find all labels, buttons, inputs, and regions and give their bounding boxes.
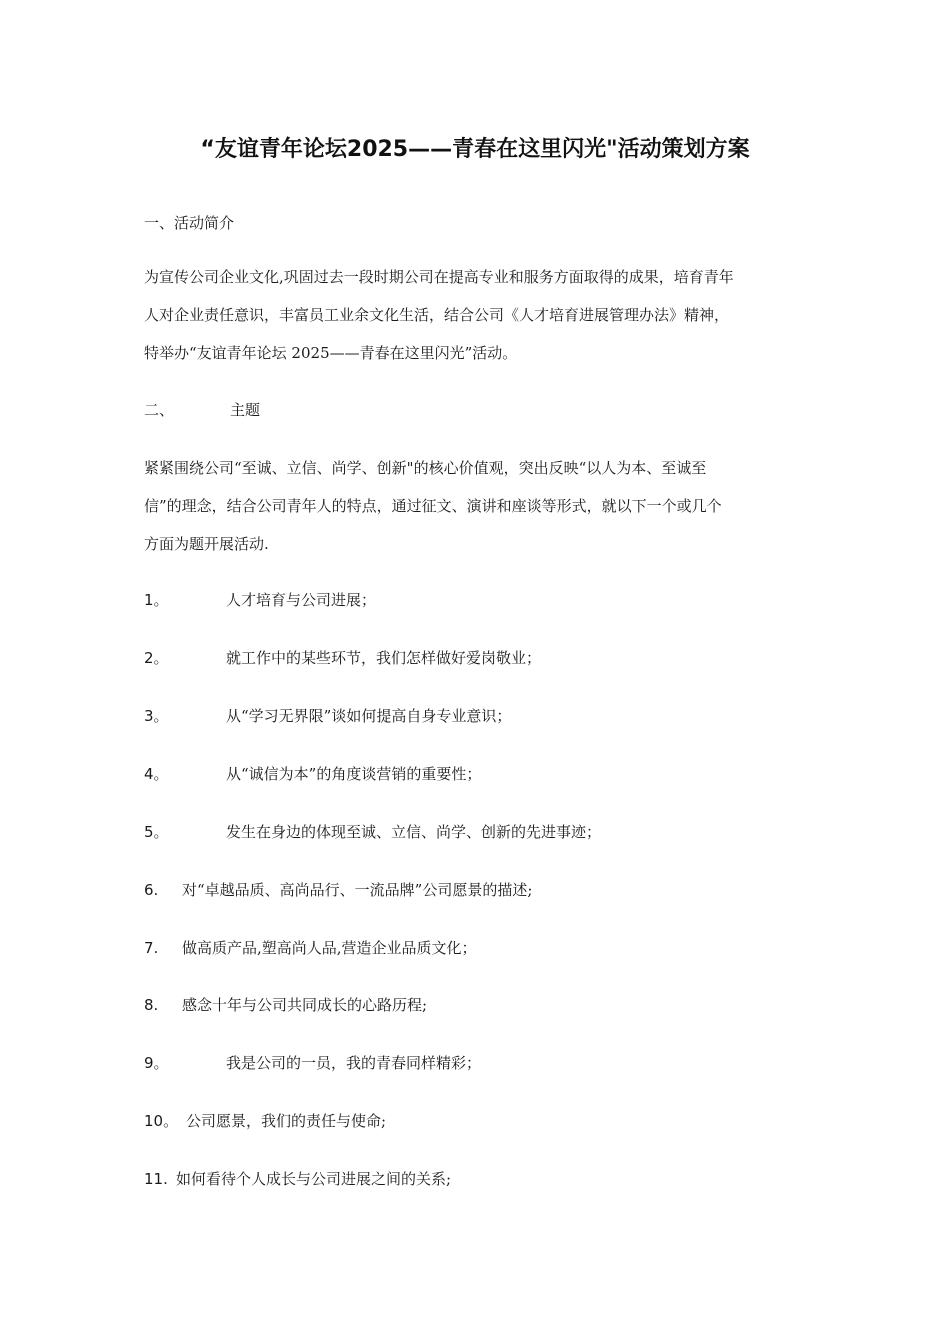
topic-item xyxy=(144,995,427,1015)
topic-number: 6. xyxy=(144,881,159,899)
section-heading-theme-text: 主题 xyxy=(230,401,261,419)
section-heading-theme-number: 二、 xyxy=(144,401,175,419)
theme-line-3: 方面为题开展活动. xyxy=(144,535,269,553)
topic-text: 人才培育与公司进展； xyxy=(226,591,377,609)
intro-paragraph xyxy=(144,258,809,372)
intro-line-3: 特举办“友谊青年论坛 2025——青春在这里闪光”活动。 xyxy=(144,344,518,362)
topic-number: 7. xyxy=(144,939,159,957)
topic-text: 公司愿景，我们的责任与使命; xyxy=(186,1112,387,1130)
intro-line-2: 人对企业责任意识，丰富员工业余文化生活，结合公司《人才培育进展管理办法》精神， xyxy=(144,306,730,324)
topic-text: 从“诚信为本”的角度谈营销的重要性； xyxy=(226,765,482,783)
section-heading-intro: 一、活动简介 xyxy=(144,214,235,232)
topic-number: 5。 xyxy=(144,823,169,841)
topic-item xyxy=(144,764,481,784)
section-heading-theme xyxy=(144,400,260,420)
topic-text: 发生在身边的体现至诚、立信、尚学、创新的先进事迹； xyxy=(226,823,602,841)
topic-number: 1。 xyxy=(144,591,169,609)
topic-item xyxy=(144,1169,451,1189)
intro-line-1: 为宣传公司企业文化,巩固过去一段时期公司在提高专业和服务方面取得的成果，培育青年 xyxy=(144,268,734,286)
topic-text: 如何看待个人成长与公司进展之间的关系; xyxy=(176,1170,452,1188)
topic-number: 3。 xyxy=(144,707,169,725)
theme-line-1: 紧紧围绕公司“至诚、立信、尚学、创新"的核心价值观，突出反映“以人为本、至诚至 xyxy=(144,459,707,477)
topic-item xyxy=(144,648,541,668)
topic-text: 感念十年与公司共同成长的心路历程; xyxy=(182,996,428,1014)
topic-item xyxy=(144,938,477,958)
topic-number: 8. xyxy=(144,996,159,1014)
topic-item xyxy=(144,590,376,610)
topic-text: 做高质产品,塑高尚人品,营造企业品质文化； xyxy=(182,939,477,957)
document-title: “友谊青年论坛2025——青春在这里闪光"活动策划方案 xyxy=(200,137,750,162)
topic-item xyxy=(144,880,532,900)
topic-number: 11. xyxy=(144,1170,168,1188)
theme-paragraph xyxy=(144,449,809,563)
topic-item xyxy=(144,822,601,842)
topic-number: 9。 xyxy=(144,1054,169,1072)
topic-item xyxy=(144,1053,481,1073)
theme-line-2: 信”的理念，结合公司青年人的特点，通过征文、演讲和座谈等形式，就以下一个或几个 xyxy=(144,497,722,515)
topic-text: 从“学习无界限”谈如何提高自身专业意识； xyxy=(226,707,512,725)
topic-text: 就工作中的某些环节，我们怎样做好爱岗敬业； xyxy=(226,649,542,667)
topic-text: 我是公司的一员，我的青春同样精彩； xyxy=(226,1054,482,1072)
topic-text: 对“卓越品质、高尚品行、一流品牌”公司愿景的描述; xyxy=(182,881,533,899)
topic-item xyxy=(144,1111,386,1131)
topic-number: 10。 xyxy=(144,1112,179,1130)
topic-number: 4。 xyxy=(144,765,169,783)
topic-number: 2。 xyxy=(144,649,169,667)
topic-item xyxy=(144,706,511,726)
